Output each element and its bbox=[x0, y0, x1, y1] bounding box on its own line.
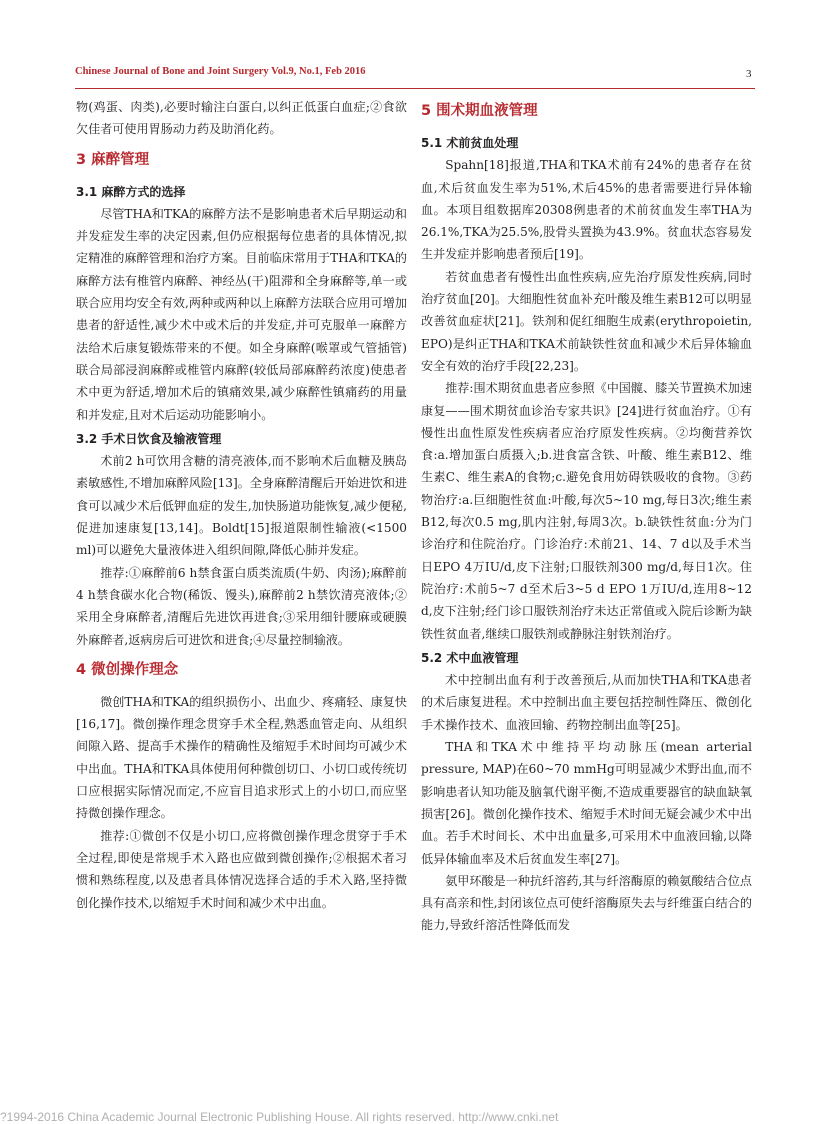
section-4-title: 4 微创操作理念 bbox=[76, 661, 179, 678]
header-rule bbox=[75, 88, 755, 89]
paragraph-5-2-c: 氨甲环酸是一种抗纤溶药,其与纤溶酶原的赖氨酸结合位点具有高亲和性,封闭该位点可使纤溶酶原失去与纤维蛋白结合的能力,导致纤溶活性降低而发 bbox=[421, 873, 752, 933]
left-column bbox=[76, 96, 407, 914]
section-5-title: 5 围术期血液管理 bbox=[421, 103, 538, 119]
paragraph-4-a: 微创THA和TKA的组织损伤小、出血少、疼痛轻、康复快[16,17]。微创操作理念贯穿手术全程,熟悉血管走向、从组织间隙入路、提高手术操作的精确性及缩短手术时间均可减少术中出血。THA和TKA具体使用何种微创切口、小切口或传统切口应根据实际情况而定,不应盲目追求形式上的小切口,而应坚持微创操作理念。 bbox=[76, 694, 407, 821]
paragraph-3-2-b: 推荐:①麻醉前6 h禁食蛋白质类流质(牛奶、肉汤);麻醉前4 h禁食碳水化合物(稀饭、馒头),麻醉前2 h禁饮清亮液体;②采用全身麻醉者,清醒后先进饮再进食;③采用细针腰麻或硬膜外麻醉者,返病房后可进饮和进食;④尽量控制输液。 bbox=[76, 565, 407, 647]
copyright-footer: ?1994-2016 China Academic Journal Electronic Publishing House. All rights reserved. http://www.cnki.net bbox=[0, 1110, 559, 1124]
subsection-3-1-title: 3.1 麻醉方式的选择 bbox=[76, 184, 186, 199]
subsection-5-1-title: 5.1 术前贫血处理 bbox=[421, 136, 519, 150]
paragraph-continued: 物(鸡蛋、肉类),必要时输注白蛋白,以纠正低蛋白血症;②食欲欠佳者可使用胃肠动力药及助消化药。 bbox=[76, 100, 407, 137]
paragraph-3-2-a: 术前2 h可饮用含糖的清亮液体,而不影响术后血糖及胰岛素敏感性,不增加麻醉风险[13]。全身麻醉清醒后开始进饮和进食可以减少术后低钾血症的发生,加快肠道功能恢复,减少便秘,促进加速康复[13,14]。Boldt[15]报道限制性输液(<1500 ml)可以避免大量液体进入组织间隙,降低心肺并发症。 bbox=[76, 454, 408, 558]
paragraph-5-1-a: Spahn[18]报道,THA和TKA术前有24%的患者存在贫血,术后贫血发生率为51%,术后45%的患者需要进行异体输血。本项目组数据库20308例患者的术前贫血发生率THA为26.1%,TKA为25.5%,股骨头置换为43.9%。贫血状态容易发生并发症并影响患者预后[19]。 bbox=[421, 158, 752, 262]
paragraph-5-1-b: 若贫血患者有慢性出血性疾病,应先治疗原发性疾病,同时治疗贫血[20]。大细胞性贫血补充叶酸及维生素B12可以明显改善贫血症状[21]。铁剂和促红细胞生成素(erythropoietin, EPO)是纠正THA和TKA术前缺铁性贫血和减少术后异体输血安全有效的治疗手段[22,23]。 bbox=[421, 269, 752, 373]
section-3-title: 3 麻醉管理 bbox=[76, 151, 150, 168]
paragraph-5-2-b: THA和TKA术中维持平均动脉压(mean arterial pressure, MAP)在60~70 mmHg可明显减少术野出血,而不影响患者认知功能及脑氧代谢平衡,不造成重要器官的缺血缺氧损害[26]。微创化操作技术、缩短手术时间无疑会减少术中出血。若手术时间长、术中出血量多,可采用术中血液回输,以降低异体输血率及术后贫血发生率[27]。 bbox=[421, 740, 752, 866]
subsection-5-2-title: 5.2 术中血液管理 bbox=[421, 650, 519, 665]
paragraph-4-b: 推荐:①微创不仅是小切口,应将微创操作理念贯穿于手术全过程,即使是常规手术入路也应做到微创操作;②根据术者习惯和熟练程度,以及患者具体情况选择合适的手术入路,坚持微创化操作技术,以缩短手术时间和减少术中出血。 bbox=[76, 828, 407, 910]
paragraph-5-1-c: 推荐:围术期贫血患者应参照《中国髋、膝关节置换术加速康复——围术期贫血诊治专家共识》[24]进行贫血治疗。①有慢性出血性原发性疾病者应治疗原发性疾病。②均衡营养饮食:a.增加蛋白质摄入;b.进食富含铁、叶酸、维生素B12、维生素C、维生素A的食物;c.避免食用妨碍铁吸收的食物。③药物治疗:a.巨细胞性贫血:叶酸,每次5~10 mg,每日3次;维生素B12,每次0.5 mg,肌内注射,每周3次。b.缺铁性贫血:分为门诊治疗和住院治疗。门诊治疗:术前21、14、7 d以及手术当日EPO 4万IU/d,皮下注射;口服铁剂300 mg/d,每日1次。住院治疗:术前5~7 d至术后3~5 d EPO 1万IU/d,连用8~12 d,皮下注射;经门诊口服铁剂治疗未达正常值或入院后诊断为缺铁性贫血者,继续口服铁剂或静脉注射铁剂治疗。 bbox=[421, 381, 752, 641]
subsection-3-2-title: 3.2 手术日饮食及输液管理 bbox=[76, 431, 222, 446]
page-number: 3 bbox=[746, 68, 752, 80]
paragraph-5-2-a: 术中控制出血有利于改善预后,从而加快THA和TKA患者的术后康复进程。术中控制出血主要包括控制性降压、微创化手术操作技术、血液回输、药物控制出血等[25]。 bbox=[421, 673, 752, 732]
journal-header: Chinese Journal of Bone and Joint Surgery Vol.9, No.1, Feb 2016 bbox=[75, 66, 366, 77]
paragraph-3-1: 尽管THA和TKA的麻醉方法不是影响患者术后早期运动和并发症发生率的决定因素,但仍应根据每位患者的具体情况,拟定精准的麻醉管理和治疗方案。目前临床常用于THA和TKA的麻醉方法有椎管内麻醉、神经丛(干)阻滞和全身麻醉等,单一或联合应用均安全有效,两种或两种以上麻醉方法联合应用可增加患者的舒适性,减少术中或术后的并发症,并可克服单一麻醉方法给术后康复锻炼带来的不便。如全身麻醉(喉罩或气管插管)联合局部浸润麻醉或椎管内麻醉(较低局部麻醉药浓度)使患者术中更为舒适,增加术后的镇痛效果,减少麻醉性镇痛药的用量和并发症,且对术后运动功能影响小。 bbox=[76, 206, 407, 422]
right-column bbox=[421, 96, 752, 937]
